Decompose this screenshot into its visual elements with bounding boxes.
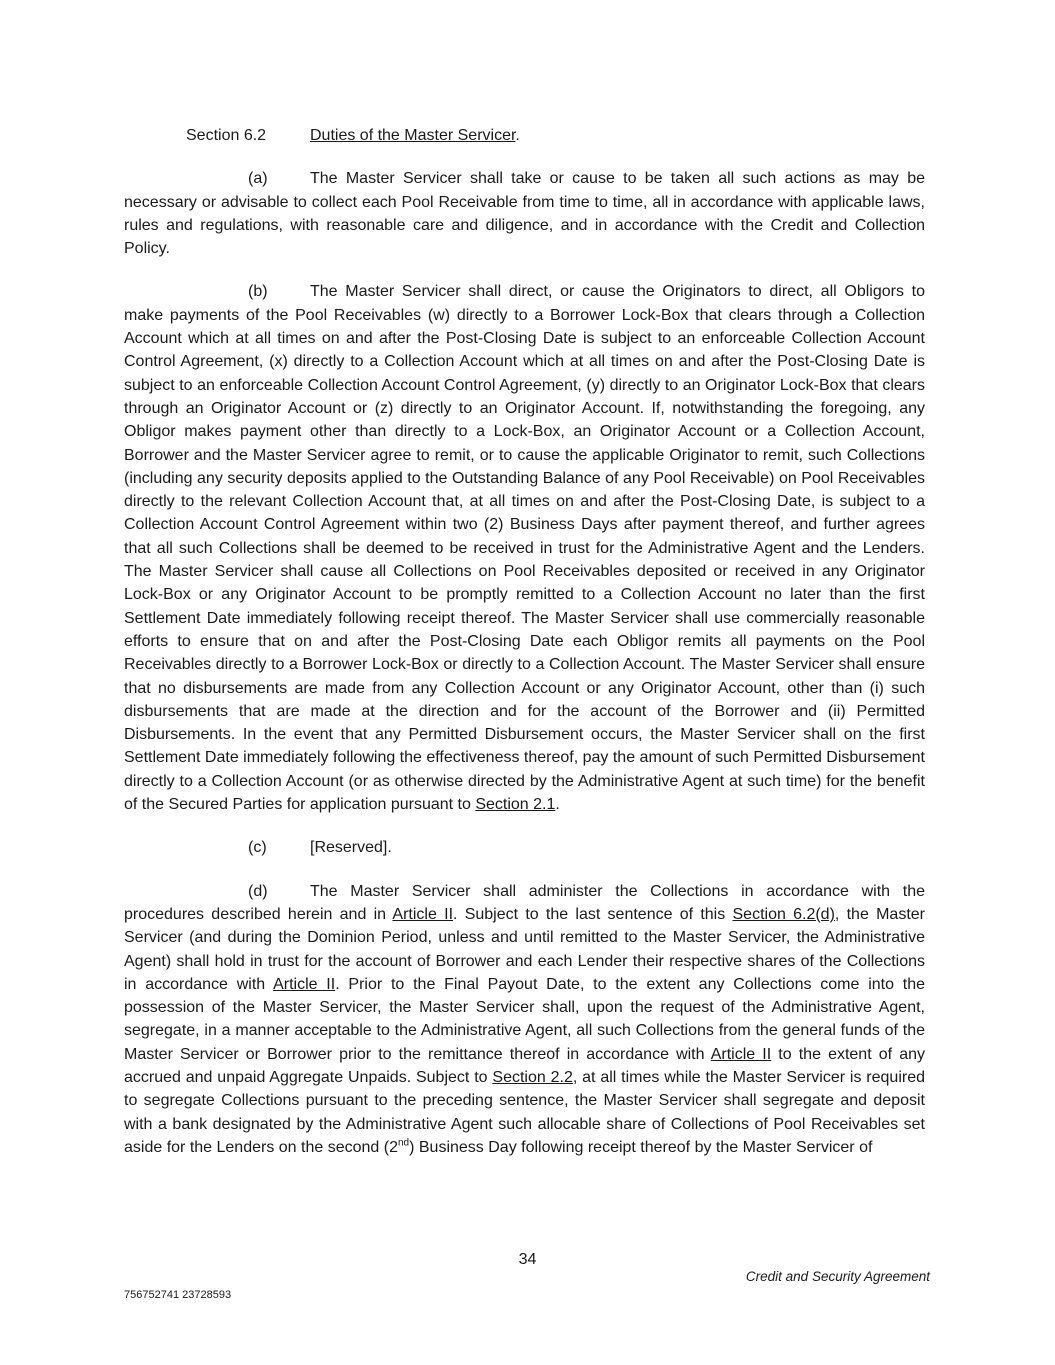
paragraph-b	[124, 280, 925, 816]
paragraph-d-text: , the Master Servicer (and during the Dominion Period, unless and until remitted to the Master Servicer, the Administrative Agent) shall hold in trust for the account of Borrower and each Lender their respective shares of the Collections in accordance with	[124, 905, 926, 993]
paragraph-a	[124, 167, 925, 260]
ordinal-superscript: nd	[397, 1137, 410, 1149]
cross-reference: Article II	[710, 1045, 772, 1063]
paragraph-a-label: (a)	[248, 170, 268, 188]
page-number: 34	[518, 1251, 537, 1268]
cross-reference: Article II	[392, 905, 454, 923]
cross-reference: Section 6.2(d)	[732, 905, 835, 923]
cross-reference: Section 2.1	[475, 796, 556, 814]
paragraph-d-text: , at all times while the Master Servicer is required to segregate Collections pursuant to the preceding sentence, the Master Servicer shall segregate and deposit with a bank designated by the Administrative Agent such allocable share of Collections of Pool Receivables set aside for the Lenders on the second (2	[124, 1068, 925, 1156]
paragraph-d-text: The Master Servicer shall administer the Collections in accordance with the procedures described herein and in	[124, 882, 925, 923]
paragraph-a-text: The Master Servicer shall take or cause to be taken all such actions as may be necessary or advisable to collect each Pool Receivable from time to time, all in accordance with applicable laws, rules and regulations, with reasonable care and diligence, and in accordance with the Credit and Collection Policy.	[124, 170, 925, 258]
paragraph-c	[124, 836, 925, 859]
section-title: Duties of the Master Servicer	[310, 127, 516, 144]
paragraph-c-text: [Reserved].	[310, 839, 392, 857]
footer-document-title: Credit and Security Agreement	[745, 1269, 930, 1284]
cross-reference: Section 2.2	[492, 1068, 573, 1086]
section-heading	[186, 124, 925, 147]
cross-reference: Article II	[273, 975, 336, 993]
paragraph-d-text: ) Business Day following receipt thereof by the Master Servicer of	[409, 1138, 873, 1156]
paragraph-d-text: . Subject to the last sentence of this	[453, 905, 733, 923]
section-title-suffix: .	[515, 127, 520, 144]
paragraph-d-text: . Prior to the Final Payout Date, to the extent any Collections come into the possession of the Master Servicer, the Master Servicer shall, upon the request of the Administrative Agent, segregate, in a manner acceptable to the Administrative Agent, all such Collections from the general funds of the Master Servicer or Borrower prior to the remittance thereof in accordance with	[124, 975, 926, 1063]
paragraph-c-label: (c)	[248, 839, 267, 857]
paragraph-d-label: (d)	[248, 882, 268, 900]
section-number: Section 6.2	[186, 127, 267, 144]
paragraph-d-text: to the extent of any accrued and unpaid Aggregate Unpaids. Subject to	[124, 1045, 925, 1086]
paragraph-d	[124, 880, 925, 1160]
paragraph-b-label: (b)	[248, 283, 268, 301]
paragraph-b-text: The Master Servicer shall direct, or cause the Originators to direct, all Obligors to make payments of the Pool Receivables (w) directly to a Borrower Lock-Box that clears through a Collection Account which at all times on and after the Post-Closing Date is subject to an enforceable Collection Account Control Agreement, (x) directly to a Collection Account which at all times on and after the Post-Closing Date is subject to an enforceable Collection Account Control Agreement, (y) directly to an Originator Lock-Box that clears through an Originator Account or (z) directly to an Originator Account. If, notwithstanding the foregoing, any Obligor makes payment other than directly to a Lock-Box, an Originator Account or a Collection Account, Borrower and the Master Servicer agree to remit, or to cause the applicable Originator to remit, such Collections (including any security deposits applied to the Outstanding Balance of any Pool Receivable) on Pool Receivables directly to the relevant Collection Account that, at all times on and after the Post-Closing Date, is subject to a Collection Account Control Agreement within two (2) Business Days after payment thereof, and further agrees that all such Collections shall be deemed to be received in trust for the Administrative Agent and the Lenders. The Master Servicer shall cause all Collections on Pool Receivables deposited or received in any Originator Lock-Box or any Originator Account to be promptly remitted to a Collection Account no later than the first Settlement Date immediately following receipt thereof. The Master Servicer shall use commercially reasonable efforts to ensure that on and after the Post-Closing Date each Obligor remits all payments on the Pool Receivables directly to a Borrower Lock-Box or directly to a Collection Account. The Master Servicer shall ensure that no disbursements are made from any Collection Account or any Originator Account, other than (i) such disbursements that are made at the direction and for the account of the Borrower and (ii) Permitted Disbursements. In the event that any Permitted Disbursement occurs, the Master Servicer shall on the first Settlement Date immediately following the effectiveness thereof, pay the amount of such Permitted Disbursement directly to a Collection Account (or as otherwise directed by the Administrative Agent at such time) for the benefit of the Secured Parties for application pursuant to	[124, 283, 925, 814]
document-body	[124, 124, 925, 1179]
document-id: 756752741 23728593	[124, 1289, 232, 1301]
paragraph-b-end: .	[555, 796, 560, 814]
